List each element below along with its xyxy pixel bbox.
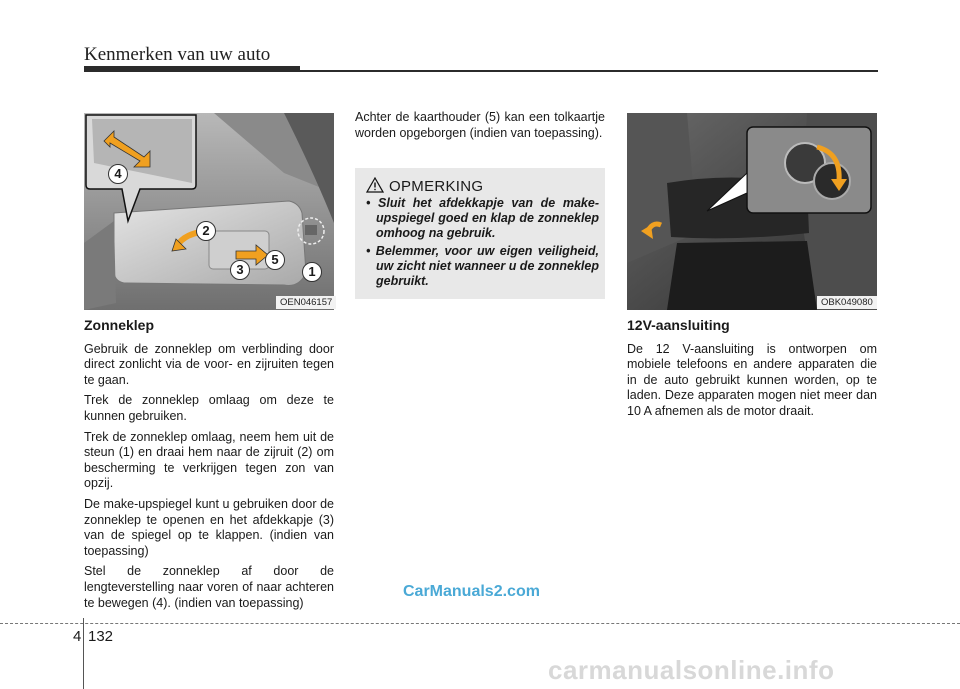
sunvisor-section bbox=[84, 318, 334, 616]
footer-divider bbox=[83, 618, 84, 689]
callout-1: 1 bbox=[302, 262, 322, 282]
power-outlet-section bbox=[627, 318, 877, 425]
section-number: 4 bbox=[73, 628, 82, 645]
callout-5: 5 bbox=[265, 250, 285, 270]
paragraph: Trek de zonneklep omlaag om deze te kunnen gebruiken. bbox=[84, 393, 334, 423]
note-title: OPMERKING bbox=[389, 178, 484, 195]
paragraph: Trek de zonneklep omlaag, neem hem uit de steun (1) en draai hem naar de zijruit (2) om bescherming te verkrijgen tegen zon van opzij. bbox=[84, 429, 334, 491]
paragraph: Stel de zonneklep af door de lengteverstelling naar voren of naar achteren te bewegen (4). (indien van toepassing) bbox=[84, 564, 334, 610]
sunvisor-heading: Zonneklep bbox=[84, 317, 155, 333]
paragraph: De make-upspiegel kunt u gebruiken door de zonneklep te openen en het afdekkapje (3) van de spiegel op te klappen. (indien van toepassing) bbox=[84, 496, 334, 558]
sunvisor-figure bbox=[84, 113, 334, 310]
section-title: Kenmerken van uw auto bbox=[84, 44, 271, 65]
callout-2: 2 bbox=[196, 221, 216, 241]
warning-icon bbox=[366, 177, 384, 198]
figure-code-right: OBK049080 bbox=[817, 296, 877, 309]
footer-rule bbox=[0, 623, 960, 624]
paragraph: Gebruik de zonneklep om verblinding door direct zonlicht via de voor- en zijruiten tegen te gaan. bbox=[84, 341, 334, 387]
callout-4: 4 bbox=[108, 164, 128, 184]
note-list bbox=[361, 196, 599, 292]
watermark: CarManuals2.com bbox=[403, 583, 540, 600]
note-box bbox=[355, 168, 605, 299]
header-rule bbox=[84, 70, 878, 72]
power-outlet-heading: 12V-aansluiting bbox=[627, 317, 730, 333]
page-number: 132 bbox=[88, 628, 114, 645]
paragraph: De 12 V-aansluiting is ontworpen om mobiele telefoons en andere apparaten die in de auto gebruikt kunnen worden, op te laden. Deze apparaten mogen niet meer dan 10 A afnemen als de motor draait. bbox=[627, 341, 877, 418]
note-item: • Belemmer, voor uw eigen veiligheid, uw zicht niet wanneer u de zonneklep gebruikt. bbox=[366, 244, 599, 288]
figure-code-left: OEN046157 bbox=[276, 296, 336, 309]
mapholder-paragraph: Achter de kaarthouder (5) kan een tolkaartje worden opgeborgen (indien van toepassing). bbox=[355, 110, 605, 140]
callout-3: 3 bbox=[230, 260, 250, 280]
site-watermark: carmanualsonline.info bbox=[548, 655, 835, 685]
note-item: • Sluit het afdekkapje van de make-upspiegel goed en klap de zonneklep omhoog na gebruik. bbox=[366, 196, 599, 240]
power-outlet-figure bbox=[627, 113, 877, 310]
